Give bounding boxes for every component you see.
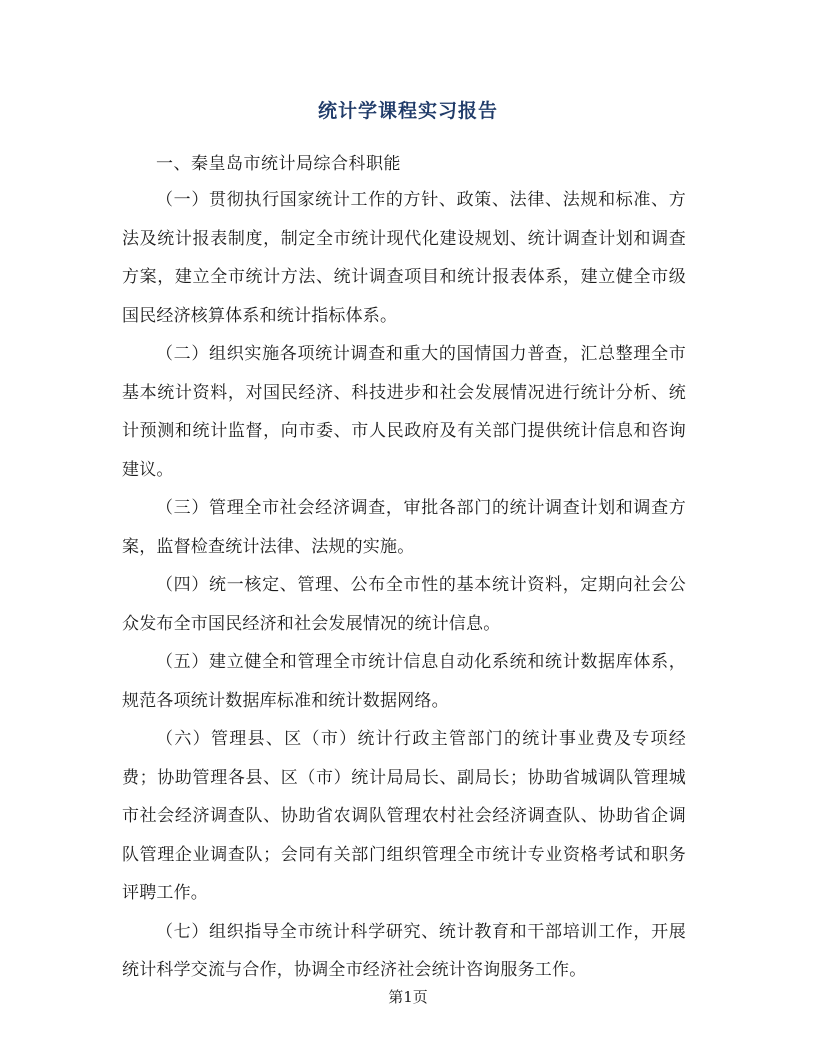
paragraph-6: （六）管理县、区（市）统计行政主管部门的统计事业费及专项经费；协助管理各县、区（市）统计局局长、副局长；协助省城调队管理城市社会经济调查队、协助省农调队管理农村社会经济调查队、协助省企调队管理企业调查队；会同有关部门组织管理全市统计专业资格考试和职务评聘工作。 bbox=[122, 729, 686, 903]
paragraph-2: （二）组织实施各项统计调查和重大的国情国力普查，汇总整理全市基本统计资料，对国民经济、科技进步和社会发展情况进行统计分析、统计预测和统计监督，向市委、市人民政府及有关部门提供统计信息和咨询建议。 bbox=[122, 344, 686, 480]
section-heading: 一、秦皇岛市统计局综合科职能 bbox=[156, 154, 401, 174]
paragraph-7: （七）组织指导全市统计科学研究、统计教育和干部培训工作，开展统计科学交流与合作，协调全市经济社会统计咨询服务工作。 bbox=[122, 921, 686, 980]
document-title: 统计学课程实习报告 bbox=[317, 100, 498, 122]
page-number: 第1页 bbox=[388, 988, 428, 1006]
document-body bbox=[122, 147, 686, 990]
paragraph-3: （三）管理全市社会经济调查，审批各部门的统计调查计划和调查方案，监督检查统计法律、法规的实施。 bbox=[122, 498, 686, 557]
paragraph-5: （五）建立健全和管理全市统计信息自动化系统和统计数据库体系，规范各项统计数据库标准和统计数据网络。 bbox=[122, 652, 686, 711]
paragraph-4: （四）统一核定、管理、公布全市性的基本统计资料，定期向社会公众发布全市国民经济和社会发展情况的统计信息。 bbox=[122, 575, 686, 634]
paragraph-1: （一）贯彻执行国家统计工作的方针、政策、法律、法规和标准、方法及统计报表制度，制定全市统计现代化建设规划、统计调查计划和调查方案，建立全市统计方法、统计调查项目和统计报表体系，建立健全市级国民经济核算体系和统计指标体系。 bbox=[122, 190, 686, 326]
